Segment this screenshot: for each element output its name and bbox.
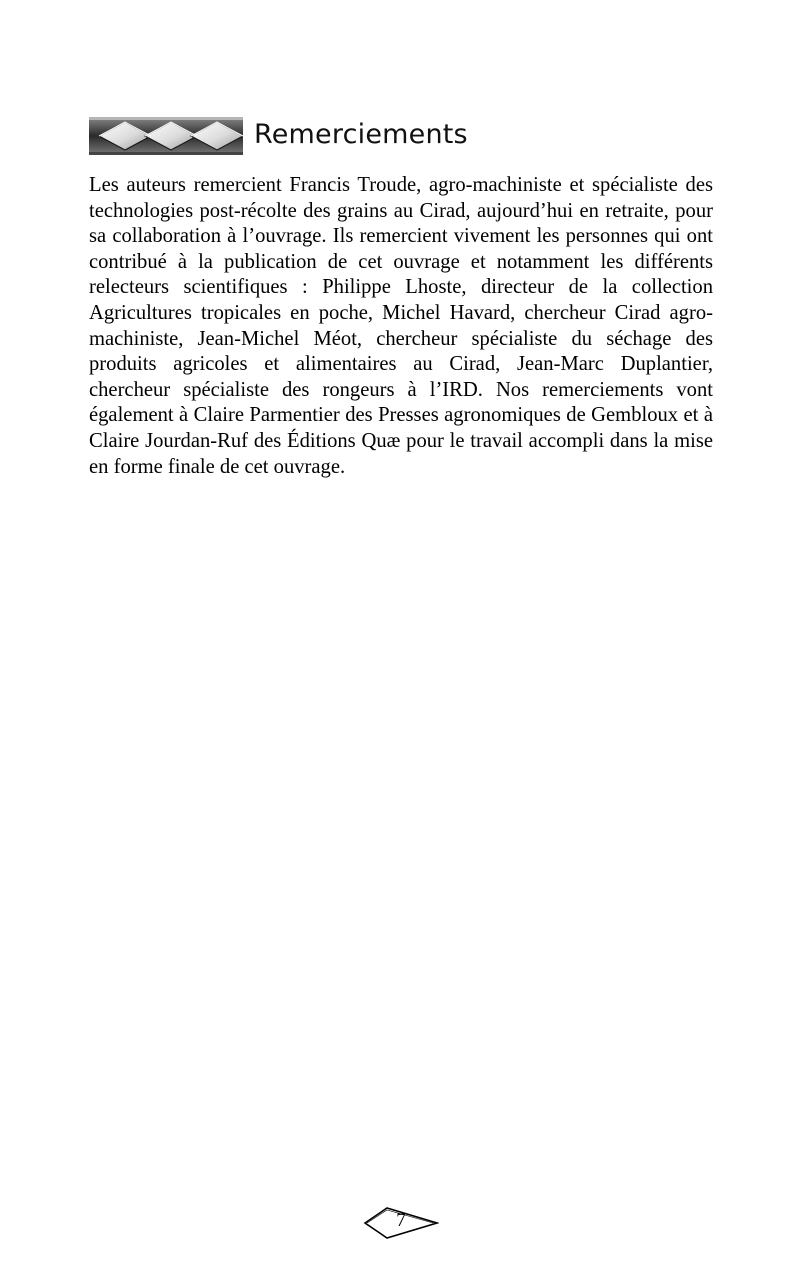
- page-title: Remerciements: [254, 119, 468, 150]
- acknowledgements-text: [89, 173, 713, 480]
- acknowledgements-paragraph: Les auteurs remercient Francis Troude, agro-machiniste et spécialiste des technologies post-récolte des grains au Cirad, aujourd’hui en retraite, pour sa collaboration à l’ouvrage. Ils remercient vivement les personnes qui ont contribué à la publication de cet ouvrage et notamment les différents relecteurs scientifiques : Philippe Lhoste, directeur de la collection Agricultures tropicales en poche, Michel Havard, chercheur Cirad agro-machiniste, Jean-Michel Méot, chercheur spécialiste du séchage des produits agricoles et alimentaires au Cirad, Jean-Marc Duplantier, chercheur spécialiste des rongeurs à l’IRD. Nos remerciements vont également à Claire Parmentier des Presses agronomiques de Gembloux et à Claire Jourdan-Ruf des Éditions Quæ pour le travail accompli dans la mise en forme finale de cet ouvrage.: [89, 174, 713, 478]
- chevron-banner-icon: [89, 117, 243, 155]
- section-header: [89, 117, 589, 157]
- page-number-badge: [363, 1206, 439, 1240]
- page-number: 7: [396, 1210, 406, 1231]
